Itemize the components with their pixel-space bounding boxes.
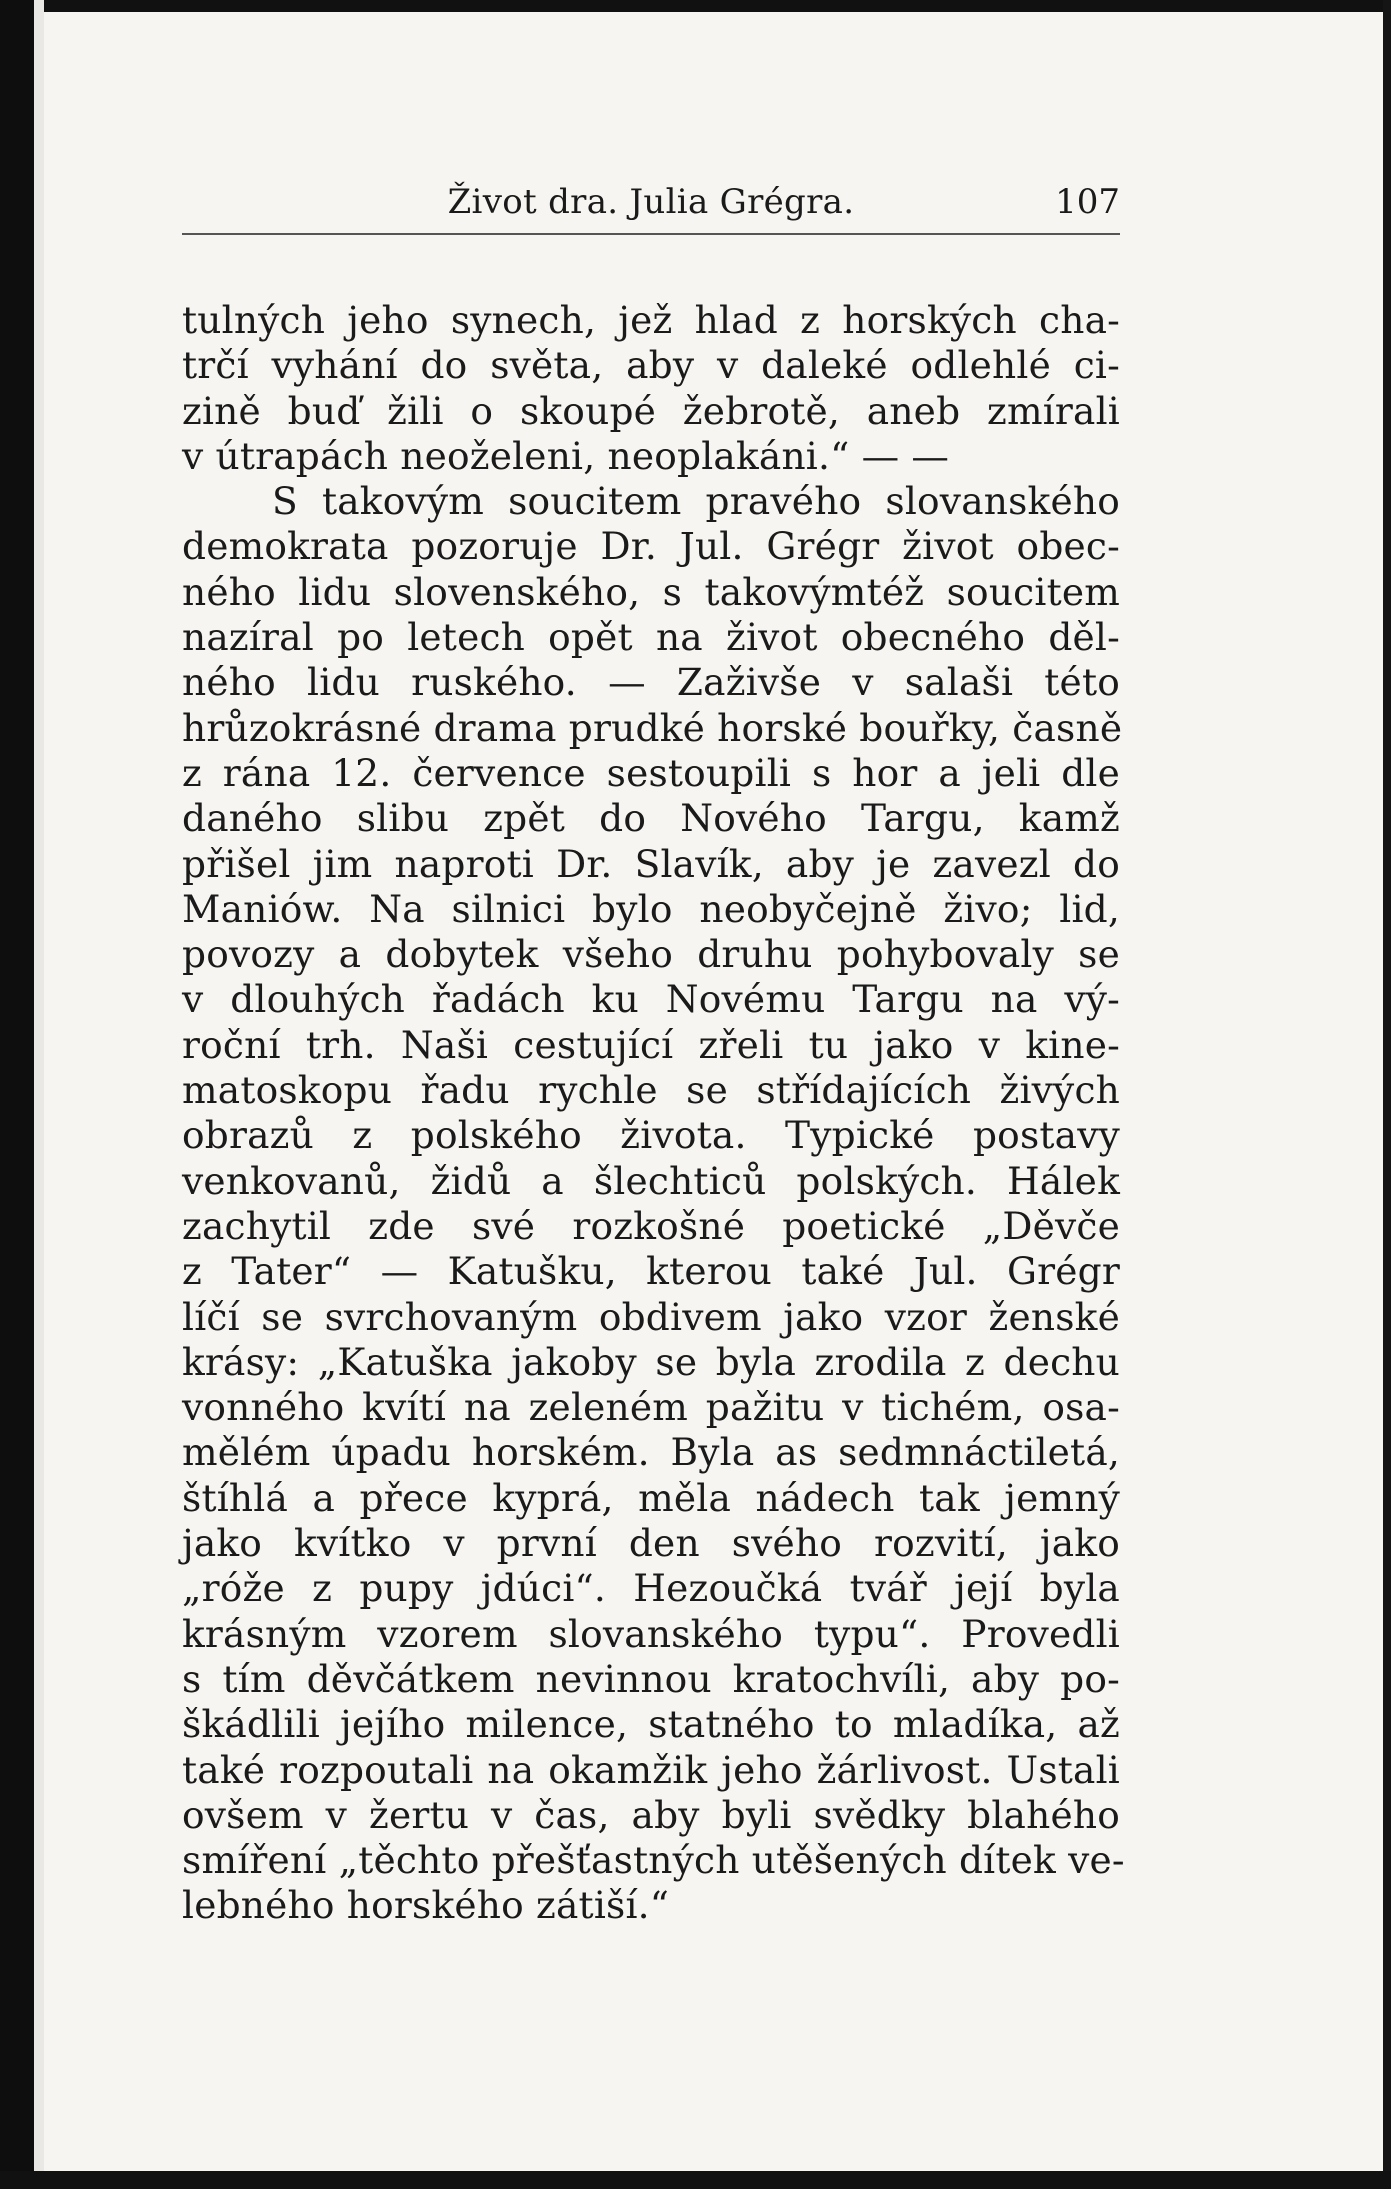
text-line: smíření „těchto přešťastných utěšených dítek ve- [182,1838,1125,1883]
running-header [182,182,1120,234]
text-line: nazíral po letech opět na život obecného děl- [182,615,1120,660]
header-rule [182,233,1120,235]
scan-border-bottom [0,2171,1391,2189]
text-line: jako kvítko v první den svého rozvití, jako [182,1521,1120,1566]
text-line: roční trh. Naši cestující zřeli tu jako v kine- [182,1022,1120,1067]
text-line: tulných jeho synech, jež hlad z horských cha- [182,298,1120,342]
text-line: S takovým soucitem pravého slovanského [272,479,1120,524]
text-line: povozy a dobytek všeho druhu pohybovaly se [182,932,1120,977]
text-line: v útrapách neoželeni, neoplakáni.“ — — [182,433,950,478]
text-line: líčí se svrchovaným obdivem jako vzor ženské [182,1294,1120,1339]
body-text [182,298,1125,1929]
text-line: ovšem v žertu v čas, aby byli svědky blahého [182,1792,1120,1837]
text-line: v dlouhých řadách ku Novému Targu na vý- [182,977,1120,1022]
text-line: trčí vyhání do světa, aby v daleké odlehlé ci- [182,343,1120,388]
scan-border-left [0,0,34,2189]
text-line: z Tater“ — Katušku, kterou také Jul. Grégr [182,1249,1120,1294]
text-line: venkovanů, židů a šlechticů polských. Hálek [182,1158,1120,1203]
text-line: ného lidu ruského. — Zaživše v salaši této [182,660,1120,705]
scan-border-left-gap [34,0,44,2189]
text-line: „róže z pupy jdúci“. Hezoučká tvář její byla [182,1566,1120,1611]
text-line: také rozpoutali na okamžik jeho žárlivost. Ustali [182,1747,1120,1792]
page-number: 107 [1055,182,1120,222]
text-line: mělém úpadu horském. Byla as sedmnáctiletá, [182,1430,1120,1475]
text-line: škádlili jejího milence, statného to mladíka, až [182,1702,1120,1747]
text-line: přišel jim naproti Dr. Slavík, aby je zavezl do [182,841,1120,886]
text-line: z rána 12. července sestoupili s hor a jeli dle [182,750,1120,795]
running-title: Život dra. Julia Grégra. [447,182,855,222]
text-line: zině buď žili o skoupé žebrotě, aneb zmírali [182,388,1120,433]
text-line: Maniów. Na silnici bylo neobyčejně živo; lid, [182,886,1120,931]
text-line: s tím děvčátkem nevinnou kratochvíli, aby po- [182,1656,1120,1701]
text-line: hrůzokrásné drama prudké horské bouřky, časně [182,705,1123,750]
text-line: štíhlá a přece kyprá, měla nádech tak jemný [182,1475,1120,1520]
text-line: krásným vzorem slovanského typu“. Provedli [182,1611,1120,1656]
text-line: zachytil zde své rozkošné poetické „Děvče [182,1203,1120,1248]
text-line: ného lidu slovenského, s takovýmtéž soucitem [182,569,1120,614]
text-line: lebného horského zátiší.“ [182,1883,670,1928]
scan-border-top [0,0,1391,12]
text-line: vonného kvítí na zeleném pažitu v tichém, osa- [182,1385,1120,1430]
text-line: obrazů z polského života. Typické postavy [182,1113,1120,1158]
text-line: demokrata pozoruje Dr. Jul. Grégr život obec- [182,524,1120,569]
text-line: matoskopu řadu rychle se střídajících živých [182,1068,1120,1113]
scan-border-right [1383,0,1391,2189]
text-line: krásy: „Katuška jakoby se byla zrodila z dechu [182,1339,1120,1384]
text-line: daného slibu zpět do Nového Targu, kamž [182,796,1120,841]
